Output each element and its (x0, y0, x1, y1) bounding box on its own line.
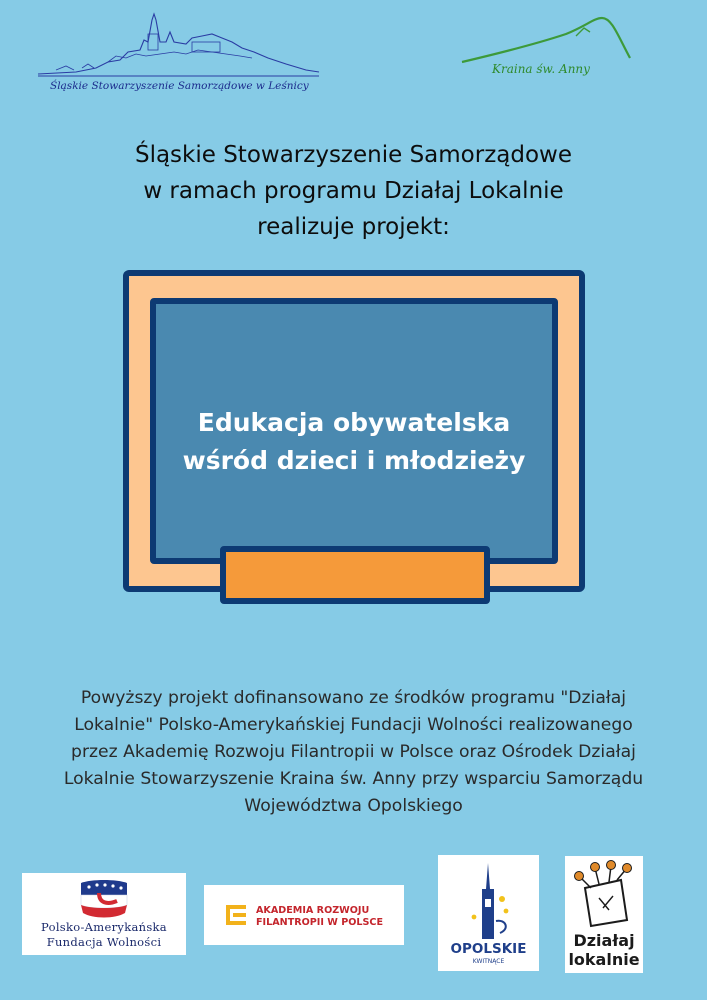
opolskie-tagline: KWITNĄCE (472, 958, 505, 965)
opolskie-wordmark: OPOLSKIE (450, 941, 527, 957)
pafw-name-line-1: Polsko-Amerykańska (41, 920, 167, 934)
arf-name-line-2: FILANTROPII W POLSCE (256, 917, 384, 928)
chalkboard-tray (220, 546, 490, 604)
funding-line-5: Województwa Opolskiego (244, 796, 463, 816)
heading-line-1: Śląskie Stowarzyszenie Samorządowe (134, 142, 573, 168)
heading-line-2: w ramach programu Działaj Lokalnie (143, 178, 564, 204)
flag-emblem-icon (77, 877, 131, 919)
sss-lesnica-logo (36, 12, 321, 98)
dl-wordmark-line-1: Działaj (573, 931, 635, 950)
funding-line-1: Powyższy projekt dofinansowano ze środków programu "Działaj (80, 688, 627, 708)
arf-mark-icon (222, 901, 250, 929)
arf-logo (204, 885, 404, 945)
project-title-line-1: Edukacja obywatelska (197, 408, 511, 437)
funding-line-3: przez Akademię Rozwoju Filantropii w Polsce oraz Ośrodek Działaj (71, 742, 636, 762)
sss-logo-caption: Śląskie Stowarzyszenie Samorządowe w Leśnicy (50, 80, 309, 92)
kraina-sw-anny-logo (456, 14, 636, 80)
opolskie-logo (438, 855, 539, 971)
dl-wordmark-line-2: lokalnie (568, 950, 640, 969)
heading-line-3: realizuje projekt: (257, 214, 450, 240)
pafw-name-line-2: Fundacja Wolności (46, 935, 162, 949)
flower-jug-icon (569, 858, 639, 930)
project-title (150, 404, 558, 480)
dzialaj-lokalnie-logo (565, 856, 643, 973)
arf-name-line-1: AKADEMIA ROZWOJU (256, 905, 370, 916)
project-title-line-2: wśród dzieci i młodzieży (182, 446, 526, 475)
funding-line-2: Lokalnie" Polsko-Amerykańskiej Fundacji Wolności realizowanego (74, 715, 633, 735)
funding-line-4: Lokalnie Stowarzyszenie Kraina św. Anny przy wsparciu Samorządu (63, 769, 644, 789)
pafw-logo (22, 873, 186, 955)
hill-outline-icon (456, 14, 636, 64)
tower-icon (466, 859, 512, 941)
funding-statement (10, 685, 697, 820)
page-heading (40, 137, 667, 245)
town-skyline-icon (36, 12, 321, 78)
kraina-logo-caption: Kraina św. Anny (492, 62, 590, 76)
